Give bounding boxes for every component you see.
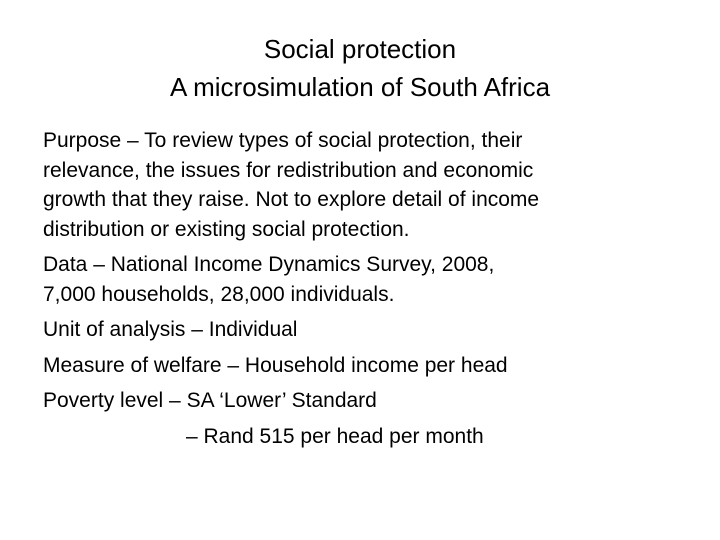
measure-of-welfare-line: Measure of welfare – Household income per head <box>43 353 508 377</box>
data-line-2: 7,000 households, 28,000 individuals. <box>43 282 395 306</box>
title-line-main: Social protection <box>263 34 457 64</box>
slide-title <box>0 30 720 106</box>
purpose-line-1: Purpose – To review types of social protection, their <box>43 129 523 152</box>
purpose-line-4: distribution or existing social protection. <box>43 217 410 241</box>
poverty-level-detail-line: – Rand 515 per head per month <box>186 424 484 448</box>
title-line-subtitle: A microsimulation of South Africa <box>169 72 551 102</box>
purpose-line-3: growth that they raise. Not to explore detail of income <box>43 188 540 211</box>
data-line-1: Data – National Income Dynamics Survey, 2008, <box>43 253 495 276</box>
poverty-level-line: Poverty level – SA ‘Lower’ Standard <box>43 389 377 412</box>
purpose-line-2: relevance, the issues for redistribution and economic <box>43 158 534 182</box>
unit-of-analysis-line: Unit of analysis – Individual <box>43 318 298 341</box>
slide-body <box>43 126 693 451</box>
